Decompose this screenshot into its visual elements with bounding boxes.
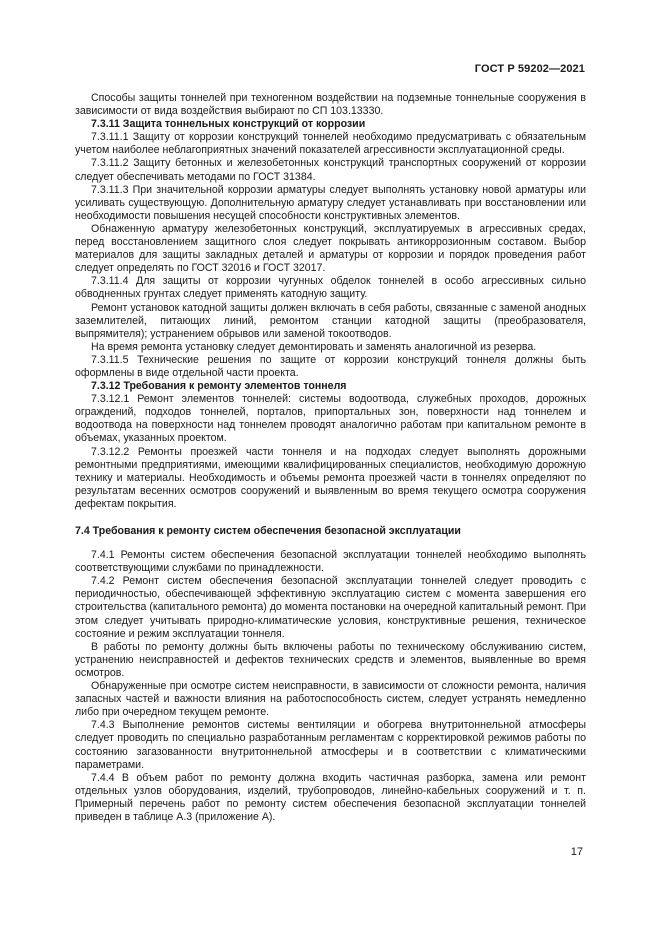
paragraph: 7.3.12.1 Ремонт элементов тоннелей: системы водоотвода, служебных проходов, дорожных ограждений, подходов тоннелей, порталов, припортальных зон, поверхности над тоннелем и водоотвода на поверхности над тоннелем проводят аналогично работам при капитальном ремонте в объемах, указанных проектом. <box>75 393 586 445</box>
page-number: 17 <box>570 846 583 858</box>
section-heading-7-4: 7.4 Требования к ремонту систем обеспечения безопасной эксплуатации <box>75 525 461 537</box>
paragraph: 7.3.11.2 Защиту бетонных и железобетонных конструкций транспортных сооружений от коррозии следует обеспечивать методами по ГОСТ 31384. <box>75 157 586 183</box>
paragraph: 7.3.11.4 Для защиты от коррозии чугунных обделок тоннелей в особо агрессивных сильно обводненных грунтах следует применять катодную защиту. <box>75 275 586 301</box>
page-content <box>75 92 586 824</box>
paragraph: Обнаженную арматуру железобетонных конструкций, эксплуатируемых в агрессивных средах, перед восстановлением защитного слоя следует покрывать антикоррозионным составом. Выбор материалов для защиты закладных деталей и арматуры от коррозии и порядок проведения работ следует определять по ГОСТ 32016 и ГОСТ 32017. <box>75 222 586 275</box>
paragraph: 7.3.11.3 При значительной коррозии арматуры следует выполнять установку новой арматуры или усиливать существующую. Дополнительную арматуру следует устанавливать при восстановлении или необходимости повышения несущей способности конструктивных элементов. <box>75 183 586 222</box>
subsection-heading: 7.3.12 Требования к ремонту элементов тоннеля <box>91 380 347 393</box>
paragraph: Обнаруженные при осмотре систем неисправности, в зависимости от сложности ремонта, наличия запасных частей и важности влияния на работоспособность систем, следует устранять немедленно либо при очередном текущем ремонте. <box>75 680 586 719</box>
subsection-heading: 7.3.11 Защита тоннельных конструкций от коррозии <box>91 118 366 131</box>
paragraph: В работы по ремонту должны быть включены работы по техническому обслуживанию систем, устранению неисправностей и дефектов технических средств и элементов, выявленные во время осмотров. <box>75 640 586 679</box>
paragraph: 7.3.11.1 Защиту от коррозии конструкций тоннелей необходимо предусматривать с обязательным учетом наиболее неблагоприятных значений показателей агрессивности эксплуатационной среды. <box>75 131 586 157</box>
paragraph: Ремонт установок катодной защиты должен включать в себя работы, связанные с заменой анодных заземлителей, питающих линий, ремонтом станции катодной защиты (преобразователя, выпрямителя); устранением обрывов или заменой токоотводов. <box>75 301 586 340</box>
paragraph: 7.4.4 В объем работ по ремонту должна входить частичная разборка, замена или ремонт отдельных узлов оборудования, изделий, трубопроводов, линейно-кабельных сооружений и т. п. Примерный перечень работ по ремонту систем обеспечения безопасной эксплуатации тоннелей приведен в таблице А.3 (приложение А). <box>75 771 586 823</box>
text-block-bottom <box>75 549 586 824</box>
paragraph: 7.4.1 Ремонты систем обеспечения безопасной эксплуатации тоннелей необходимо выполнять соответствующими службами по принадлежности. <box>75 549 586 575</box>
paragraph: 7.4.2 Ремонт систем обеспечения безопасной эксплуатации тоннелей следует проводить с периодичностью, обеспечивающей эффективную эксплуатацию систем с момента завершения его строительства (капитального ремонта) до момента постановки на очередной капитальный ремонт. При этом следует учитывать природно-климатические условия, конструктивные решения, техническое состояние и режим эксплуатации тоннеля. <box>75 575 586 640</box>
paragraph: 7.3.12.2 Ремонты проезжей части тоннеля и на подходах следует выполнять дорожными ремонтными предприятиями, имеющими квалифицированных специалистов, необходимую дорожную технику и материалы. Необходимость и объемы ремонта проезжей части в тоннелях определяют по результатам весенних осмотров сооружений и выявленным во время текущего осмотра сооружения дефектам покрытия. <box>75 445 586 510</box>
document-code: ГОСТ Р 59202—2021 <box>474 63 585 75</box>
text-block-top <box>75 92 586 511</box>
paragraph: 7.4.3 Выполнение ремонтов системы вентиляции и обогрева внутритоннельной атмосферы следует проводить по специально разработанным регламентам с корректировкой режимов работы по состоянию загазованности внутритоннельной атмосферы и в соответствии с климатическими параметрами. <box>75 719 586 771</box>
paragraph: 7.3.11.5 Технические решения по защите от коррозии конструкций тоннеля должны быть оформлены в виде отдельной части проекта. <box>75 353 586 379</box>
paragraph: На время ремонта установку следует демонтировать и заменять аналогичной из резерва. <box>91 340 537 353</box>
paragraph: Способы защиты тоннелей при техногенном воздействии на подземные тоннельные сооружения в зависимости от вида воздействия выбирают по СП 103.13330. <box>75 92 586 118</box>
